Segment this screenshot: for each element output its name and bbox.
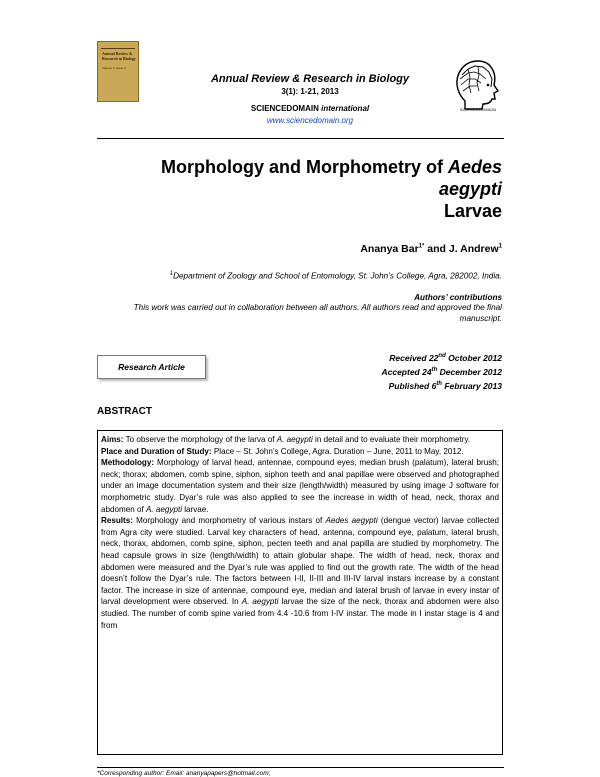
journal-name: Annual Review & Research in Biology [210, 73, 410, 85]
received-label: Received 22 [389, 352, 439, 363]
method-label: Methodology: [101, 458, 155, 468]
received-date [300, 350, 502, 364]
aims-text-2: in detail and to evaluate their morphometry. [312, 435, 471, 444]
journal-cover-thumbnail [97, 41, 139, 102]
place-label: Place and Duration of Study: [101, 446, 212, 456]
footnote-divider [97, 767, 504, 768]
aims-species: A. aegypti [276, 435, 313, 444]
published-date [300, 378, 502, 392]
cover-title: Annual Review & Research in Biology [102, 51, 136, 61]
article-type-badge: Research Article [97, 355, 206, 379]
accepted-sup: th [431, 366, 438, 373]
results-text-1: Morphology and morphometry of various instars of [132, 516, 326, 526]
method-species: A. aegypti [146, 504, 182, 514]
author-2-sup: 1 [498, 243, 502, 250]
title-part1: Morphology and Morphometry of [160, 157, 448, 177]
publication-dates [300, 350, 502, 391]
abstract-heading: ABSTRACT [97, 406, 152, 417]
method-text-2: larvae. [182, 504, 209, 514]
accepted-label: Accepted 24 [381, 366, 432, 377]
accepted-rest: December 2012 [437, 366, 502, 377]
cover-subtitle: Volume 3, Issue 1 [102, 66, 126, 70]
affiliation-text: Department of Zoology and School of Entomology, St. John’s College, Agra, 282002, India. [173, 271, 502, 281]
contributions-heading: Authors’ contributions [414, 293, 502, 302]
paper-title [97, 156, 502, 222]
corresponding-author-footnote: *Corresponding author: Email: ananyapapers@hotmail.com; [97, 770, 271, 777]
contributions-text [130, 289, 502, 324]
author-1-sup: 1* [418, 243, 425, 250]
abstract-box [97, 430, 503, 755]
published-label: Published 6 [388, 380, 437, 391]
logo-caption: SCIENCEDOMAIN [459, 107, 497, 112]
publisher-name [190, 104, 430, 113]
authors-line [97, 243, 502, 255]
author-1: Ananya Bar [360, 243, 419, 255]
contributions-body: This work was carried out in collaboration between all authors. All authors read and approved the final manuscript. [133, 303, 502, 323]
results-species-2: A. aegypti [241, 597, 279, 607]
place-text: Place – St. John’s College, Agra. Duration – June, 2011 to May, 2012. [211, 446, 464, 456]
publisher-url[interactable]: www.sciencedomain.org [266, 116, 354, 125]
aims-label: Aims: [101, 435, 124, 444]
journal-volume: 3(1): 1-21, 2013 [281, 87, 339, 96]
aims-text-1: To observe the morphology of the larva of [123, 435, 277, 444]
title-species: Aedes aegypti [438, 157, 502, 199]
received-sup: nd [438, 353, 446, 359]
abstract-place [101, 446, 499, 458]
author-2: and J. Andrew [424, 243, 499, 255]
results-text-3: larvae the size of the neck, thorax and abdomen were also studied. The number of comb spine varied from 4.4 -10.6 from I-IV instar. The mode in I instar stage is 4 and from [101, 597, 499, 630]
results-text-2: (dengue vector) larvae collected from Agra city were studied. Larval key characters of head, antenna, compound eye, palatum, lateral brush, neck, thorax, abdomen, comb spine, siphon, pecten teeth and anal papilla are studied by morphometry. The head capsule grows in size (length/width) to attain globular shape. The width of head, neck, thorax and abdomen were measured and the Dyar’s rule was applied to find out the growth rate. The width of the head doesn’t follow the Dyar’s rule. The factors between I-II, II-III and III-IV larval instars increase by a constant factor. The increase in size of antennae, compound eye, median and lateral brush of larvae in every instar of larval development were observed. In [101, 516, 499, 607]
cover-rule [101, 48, 135, 49]
publisher-bold: SCIENCEDOMAIN [250, 104, 319, 113]
accepted-date [300, 364, 502, 378]
affiliation [97, 271, 502, 281]
abstract-aims [101, 434, 499, 446]
results-species: Aedes aegypti [325, 516, 378, 526]
published-sup: th [436, 380, 442, 387]
affiliation-sup: 1 [169, 271, 174, 277]
received-rest: October 2012 [445, 352, 502, 363]
results-label: Results: [101, 516, 133, 526]
header-divider [97, 138, 504, 139]
publisher-italic: international [321, 104, 370, 113]
abstract-methodology [101, 457, 499, 515]
published-rest: February 2013 [441, 380, 502, 391]
abstract-results [101, 515, 499, 631]
method-text-1: Morphology of larval head, antennae, compound eyes, median brush (palatum), lateral brush; neck; thorax; abdomen, comb spine, siphon, siphon teeth and anal papillae were observed and photographed under an image documentation system and their size (length/width) measured by using image J software for morphometric study. Dyar’s rule was also applied to see the increase in width of head, neck, thorax and abdomen of [101, 458, 499, 514]
title-part2: Larvae [443, 201, 502, 221]
